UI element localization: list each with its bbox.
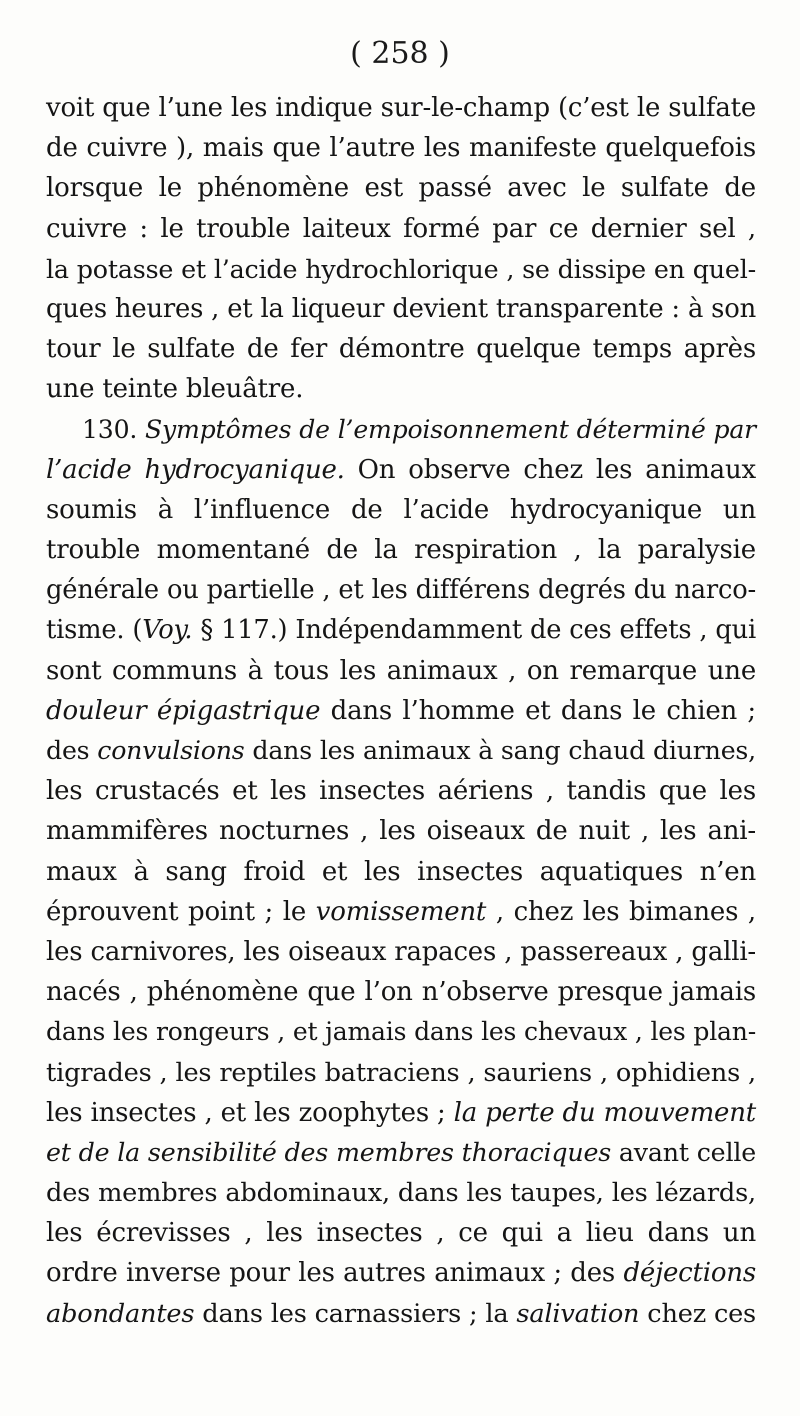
text-line — [46, 88, 756, 128]
text-line — [46, 651, 756, 691]
text-segment: maux à sang froid et les insectes aquatiques n’en — [46, 856, 756, 887]
text-segment: des membres abdominaux, dans les taupes, les lézards, — [46, 1178, 756, 1209]
text-segment: , chez les bimanes , — [486, 896, 756, 927]
text-line — [46, 570, 756, 610]
text-segment: dans les carnassiers ; la — [194, 1298, 517, 1329]
text-segment: chez ces — [639, 1298, 756, 1329]
text-segment: nacés , phénomène que l’on n’observe presque jamais — [46, 977, 756, 1008]
italic-text: vomissement — [315, 896, 487, 927]
text-segment: § 117.) Indépendamment de ces effets , qui — [192, 615, 756, 646]
text-segment: les insectes , et les zoophytes ; — [46, 1097, 454, 1128]
text-line — [46, 1053, 756, 1093]
page-number: ( 258 ) — [350, 36, 450, 71]
text-segment: voit que l’une les indique sur-le-champ (c’est le sulfate — [46, 93, 756, 123]
text-segment: la potasse et l’acide hydrochlorique , se dissipe en quel- — [46, 253, 756, 284]
text-segment: dans les animaux à sang chaud diurnes, — [244, 736, 756, 765]
text-segment: les crustacés et les insectes aériens , tandis que les — [46, 776, 756, 807]
text-line — [46, 530, 756, 570]
text-segment: 130. — [82, 414, 146, 444]
text-segment: de cuivre ), mais que l’autre les manifeste quelquefois — [46, 133, 756, 164]
text-segment: une teinte bleuâtre. — [46, 374, 304, 405]
text-line — [46, 731, 756, 771]
text-line — [46, 128, 756, 168]
text-line — [46, 1173, 756, 1213]
text-line — [46, 1133, 756, 1173]
italic-text: la perte du mouvement — [453, 1097, 756, 1128]
text-line — [46, 771, 756, 811]
text-line — [46, 249, 756, 289]
text-segment: tisme. ( — [46, 615, 143, 646]
text-line — [46, 168, 756, 208]
text-segment: dans les rongeurs , et jamais dans les chevaux , les plan- — [46, 1017, 756, 1047]
text-line — [46, 1012, 756, 1052]
text-segment: sont communs à tous les animaux , on remarque une — [46, 655, 756, 686]
text-segment: cuivre : le trouble laiteux formé par ce dernier sel , — [46, 213, 756, 244]
text-segment: lorsque le phénomène est passé avec le sulfate de — [46, 173, 756, 204]
text-line — [46, 892, 756, 932]
text-line — [46, 289, 756, 329]
text-line — [46, 691, 756, 731]
text-line — [46, 450, 756, 490]
text-segment: avant celle — [611, 1137, 756, 1167]
text-segment: On observe chez les animaux — [344, 454, 756, 485]
italic-text: Voy. — [142, 615, 193, 646]
text-segment: soumis à l’influence de l’acide hydrocyanique un — [46, 494, 756, 525]
italic-text: et de la sensibilité des membres thoraciques — [46, 1137, 612, 1167]
text-segment: dans l’homme et dans le chien ; — [320, 695, 756, 726]
text-line — [46, 811, 756, 851]
text-segment: générale ou partielle , et les différens degrés du narco- — [46, 575, 756, 606]
text-line — [46, 852, 756, 892]
italic-text: déjections — [623, 1258, 756, 1289]
text-line — [46, 209, 756, 249]
text-line — [46, 1253, 756, 1293]
text-line — [46, 369, 756, 409]
text-segment: des — [46, 736, 98, 765]
text-segment: éprouvent point ; le — [46, 896, 316, 927]
body-text — [46, 88, 756, 1334]
text-line — [46, 1213, 756, 1253]
italic-text: Symptômes de l’empoisonnement déterminé par — [145, 414, 756, 444]
italic-text: salivation — [516, 1298, 640, 1329]
text-line — [46, 972, 756, 1012]
italic-text: abondantes — [46, 1298, 195, 1329]
text-line — [46, 1294, 756, 1334]
italic-text: douleur épigastrique — [46, 695, 321, 726]
text-line — [46, 329, 756, 369]
italic-text: convulsions — [97, 736, 245, 765]
text-line — [46, 410, 756, 450]
text-line — [46, 932, 756, 972]
text-segment: trouble momentané de la respiration , la paralysie — [46, 535, 756, 566]
text-segment: mammifères nocturnes , les oiseaux de nuit , les ani- — [46, 816, 756, 847]
text-line — [46, 610, 756, 650]
text-segment: ques heures , et la liqueur devient transparente : à son — [46, 293, 756, 324]
text-line — [46, 490, 756, 530]
text-segment: ordre inverse pour les autres animaux ; des — [46, 1258, 624, 1289]
text-segment: tigrades , les reptiles batraciens , sauriens , ophidiens , — [46, 1057, 756, 1088]
text-segment: les écrevisses , les insectes , ce qui a lieu dans un — [46, 1218, 756, 1249]
text-line — [46, 1093, 756, 1133]
text-segment: les carnivores, les oiseaux rapaces , passereaux , galli- — [46, 936, 756, 967]
italic-text: l’acide hydrocyanique. — [46, 454, 345, 485]
text-segment: tour le sulfate de fer démontre quelque temps après — [46, 334, 756, 365]
